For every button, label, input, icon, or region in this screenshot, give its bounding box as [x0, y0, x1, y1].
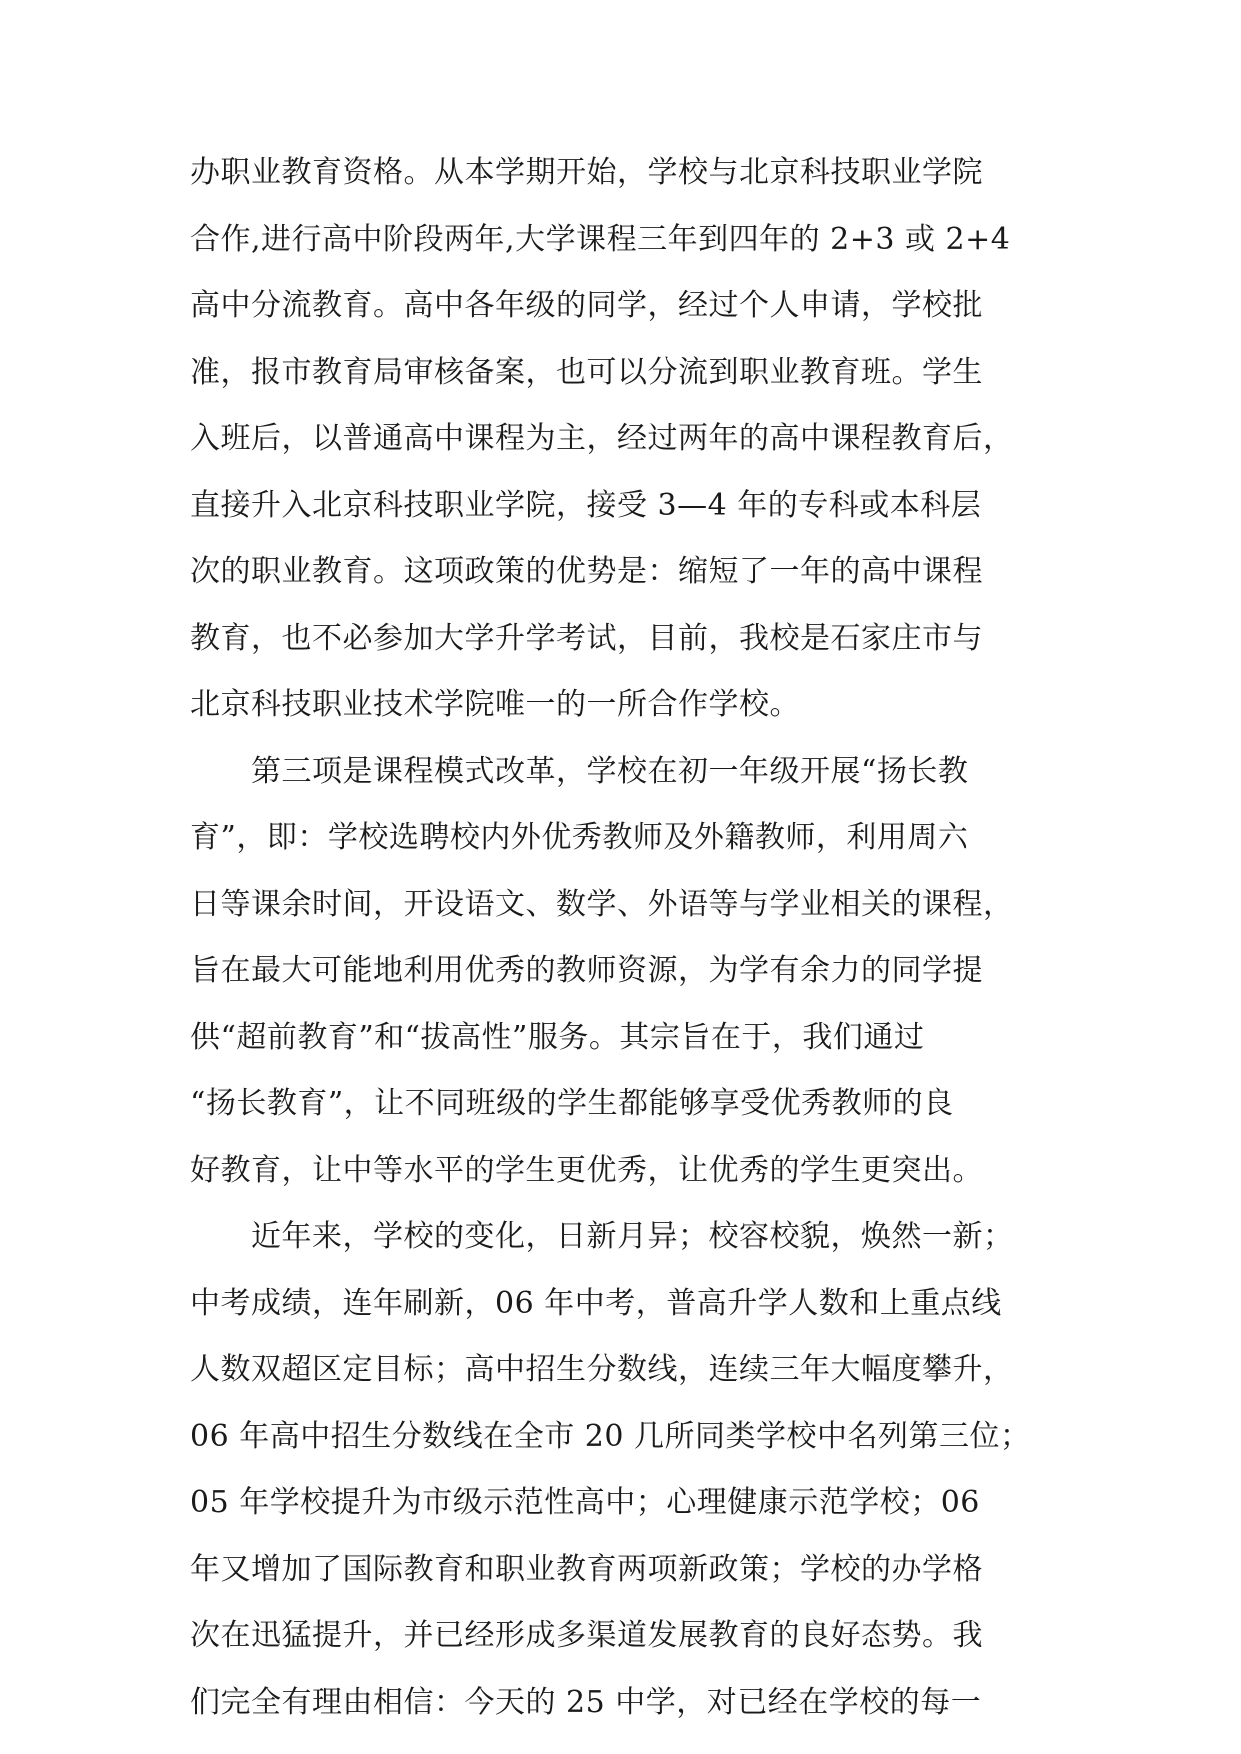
body-text	[190, 140, 1070, 1736]
text-line: 06 年高中招生分数线在全市 20 几所同类学校中名列第三位；	[190, 1418, 1031, 1454]
text-line: 办职业教育资格。从本学期开始，学校与北京科技职业学院	[190, 155, 983, 190]
text-line: 日等课余时间，开设语文、数学、外语等与学业相关的课程，	[190, 886, 1014, 922]
text-line: 人数双超区定目标；高中招生分数线，连续三年大幅度攀升，	[190, 1352, 1014, 1387]
text-line: 入班后，以普通高中课程为主，经过两年的高中课程教育后，	[190, 421, 1014, 456]
text-line: 旨在最大可能地利用优秀的教师资源，为学有余力的同学提	[190, 953, 983, 988]
text-line: 次在迅猛提升，并已经形成多渠道发展教育的良好态势。我	[190, 1618, 983, 1653]
text-line: 好教育，让中等水平的学生更优秀，让优秀的学生更突出。	[190, 1152, 983, 1188]
text-line: 供“超前教育”和“拔高性”服务。其宗旨在于，我们通过	[190, 1019, 925, 1055]
text-line: 准，报市教育局审核备案，也可以分流到职业教育班。学生	[190, 354, 983, 390]
text-line: 北京科技职业技术学院唯一的一所合作学校。	[190, 687, 800, 722]
text-line: 05 年学校提升为市级示范性高中；心理健康示范学校；06	[190, 1485, 980, 1520]
text-line: 中考成绩，连年刷新，06 年中考，普高升学人数和上重点线	[190, 1285, 1002, 1321]
text-line: 年又增加了国际教育和职业教育两项新政策；学校的办学格	[190, 1551, 983, 1587]
paragraph-start-line: 第三项是课程模式改革，学校在初一年级开展“扬长教	[190, 753, 969, 789]
text-line: 直接升入北京科技职业学院，接受 3—4 年的专科或本科层	[190, 487, 982, 523]
text-line: 合作,进行高中阶段两年,大学课程三年到四年的 2+3 或 2+4	[190, 221, 1011, 257]
text-line: 次的职业教育。这项政策的优势是：缩短了一年的高中课程	[190, 554, 983, 589]
text-line: 高中分流教育。高中各年级的同学，经过个人申请，学校批	[190, 288, 983, 323]
text-line: 教育，也不必参加大学升学考试，目前，我校是石家庄市与	[190, 620, 983, 656]
paragraph-start-line: 近年来，学校的变化，日新月异；校容校貌，焕然一新；	[190, 1219, 1014, 1254]
text-line: “扬长教育”，让不同班级的学生都能够享受优秀教师的良	[190, 1086, 954, 1121]
text-line: 育”，即：学校选聘校内外优秀教师及外籍教师，利用周六	[190, 820, 969, 855]
text-line: 们完全有理由相信：今天的 25 中学，对已经在学校的每一	[190, 1684, 982, 1720]
